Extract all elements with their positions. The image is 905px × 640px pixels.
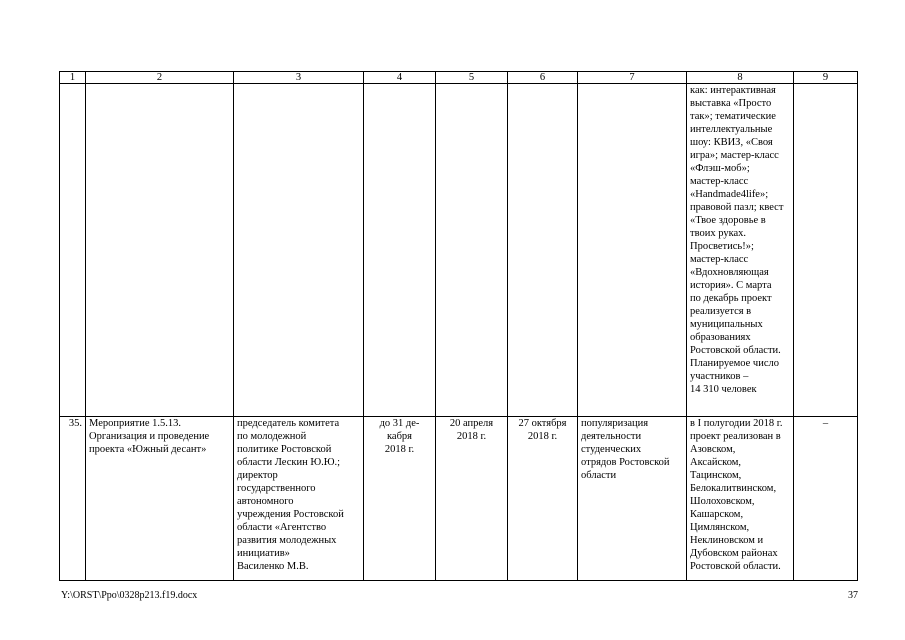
column-number: 1	[60, 72, 86, 84]
row-number: 35.	[60, 417, 86, 581]
text-line: Аксайском,	[690, 457, 742, 468]
text-line: председатель комитета	[237, 418, 340, 429]
text-line: проекта «Южный десант»	[89, 444, 207, 455]
column-number: 7	[578, 72, 687, 84]
text-line: история». С марта	[690, 280, 772, 291]
text-line: области «Агентство	[237, 522, 327, 533]
text-line: 14 310 человек	[690, 384, 757, 395]
text-line: 2018 г.	[456, 431, 487, 442]
file-path-footer: Y:\ORST\Ppo\0328p213.f19.docx	[61, 590, 198, 601]
text-line: до 31 де-	[379, 418, 420, 429]
text-line: Тацинском,	[690, 470, 742, 481]
text-line: автономного	[237, 496, 294, 507]
text-line: по декабрь проект	[690, 293, 772, 304]
text-line: студенческих	[581, 444, 642, 455]
text-line: так»; тематические	[690, 111, 776, 122]
text-line: 2018 г.	[384, 444, 415, 455]
text-line: как: интерактивная	[690, 85, 776, 96]
column-number: 2	[86, 72, 234, 84]
text-line: шоу: КВИЗ, «Своя	[690, 137, 773, 148]
text-line: развития молодежных	[237, 535, 337, 546]
text-line: Кашарском,	[690, 509, 744, 520]
column-number: 3	[234, 72, 364, 84]
goal-cell	[578, 417, 687, 581]
text-line: игра»; мастер-класс	[690, 150, 779, 161]
column-number: 4	[364, 72, 436, 84]
start-date-cell	[436, 417, 508, 581]
text-line: 20 апреля	[449, 418, 494, 429]
text-line: мастер-класс	[690, 176, 749, 187]
text-line: Неклиновском и	[690, 535, 764, 546]
table-row-continued	[60, 84, 858, 417]
text-line: реализуется в	[690, 306, 752, 317]
text-line: Шолоховском,	[690, 496, 755, 507]
text-line: участников –	[690, 371, 749, 382]
text-line: муниципальных	[690, 319, 763, 330]
text-line: правовой пазл; квест	[690, 202, 784, 213]
page-number: 37	[848, 590, 858, 601]
text-line: Ростовской области.	[690, 345, 781, 356]
result-cell	[687, 417, 794, 581]
text-line: Азовском,	[690, 444, 736, 455]
text-line: выставка «Просто	[690, 98, 772, 109]
column-number: 8	[687, 72, 794, 84]
text-line: 2018 г.	[527, 431, 558, 442]
text-line: Белокалитвинском,	[690, 483, 777, 494]
text-line: Планируемое число	[690, 358, 779, 369]
text-line: «Флэш-моб»;	[690, 163, 750, 174]
event-cell	[86, 417, 234, 581]
deadline-cell	[364, 417, 436, 581]
column-number: 5	[436, 72, 508, 84]
text-line: «Твое здоровье в	[690, 215, 766, 226]
text-line: интеллектуальные	[690, 124, 773, 135]
text-line: Мероприятие 1.5.13.	[89, 418, 182, 429]
text-line: образованиях	[690, 332, 751, 343]
note-cell: –	[794, 417, 858, 581]
text-line: популяризация	[581, 418, 649, 429]
text-line: твоих руках.	[690, 228, 747, 239]
text-line: инициатив»	[237, 548, 290, 559]
text-line: мастер-класс	[690, 254, 749, 265]
result-cell	[687, 84, 794, 417]
text-line: деятельности	[581, 431, 642, 442]
text-line: Ростовской области.	[690, 561, 781, 572]
text-line: Организация и проведение	[89, 431, 210, 442]
text-line: Цимлянском,	[690, 522, 750, 533]
text-line: 27 октября	[518, 418, 567, 429]
text-line: Просветись!»;	[690, 241, 754, 252]
text-line: учреждения Ростовской	[237, 509, 344, 520]
text-line: директор	[237, 470, 278, 481]
text-line: кабря	[386, 431, 413, 442]
text-line: «Handmade4life»;	[690, 189, 769, 200]
plan-table	[59, 71, 858, 581]
responsible-cell	[234, 417, 364, 581]
text-line: в I полугодии 2018 г.	[690, 418, 783, 429]
column-number-row	[60, 72, 858, 84]
text-line: области Лескин Ю.Ю.;	[237, 457, 341, 468]
text-line: по молодежной	[237, 431, 307, 442]
text-line: Дубовском районах	[690, 548, 778, 559]
column-number: 9	[794, 72, 858, 84]
text-line: области	[581, 470, 617, 481]
table-row-35	[60, 417, 858, 581]
text-line: отрядов Ростовской	[581, 457, 670, 468]
text-line: «Вдохновляющая	[690, 267, 769, 278]
text-line: государственного	[237, 483, 316, 494]
end-date-cell	[508, 417, 578, 581]
column-number: 6	[508, 72, 578, 84]
text-line: проект реализован в	[690, 431, 781, 442]
text-line: Василенко М.В.	[237, 561, 309, 572]
text-line: политике Ростовской	[237, 444, 332, 455]
